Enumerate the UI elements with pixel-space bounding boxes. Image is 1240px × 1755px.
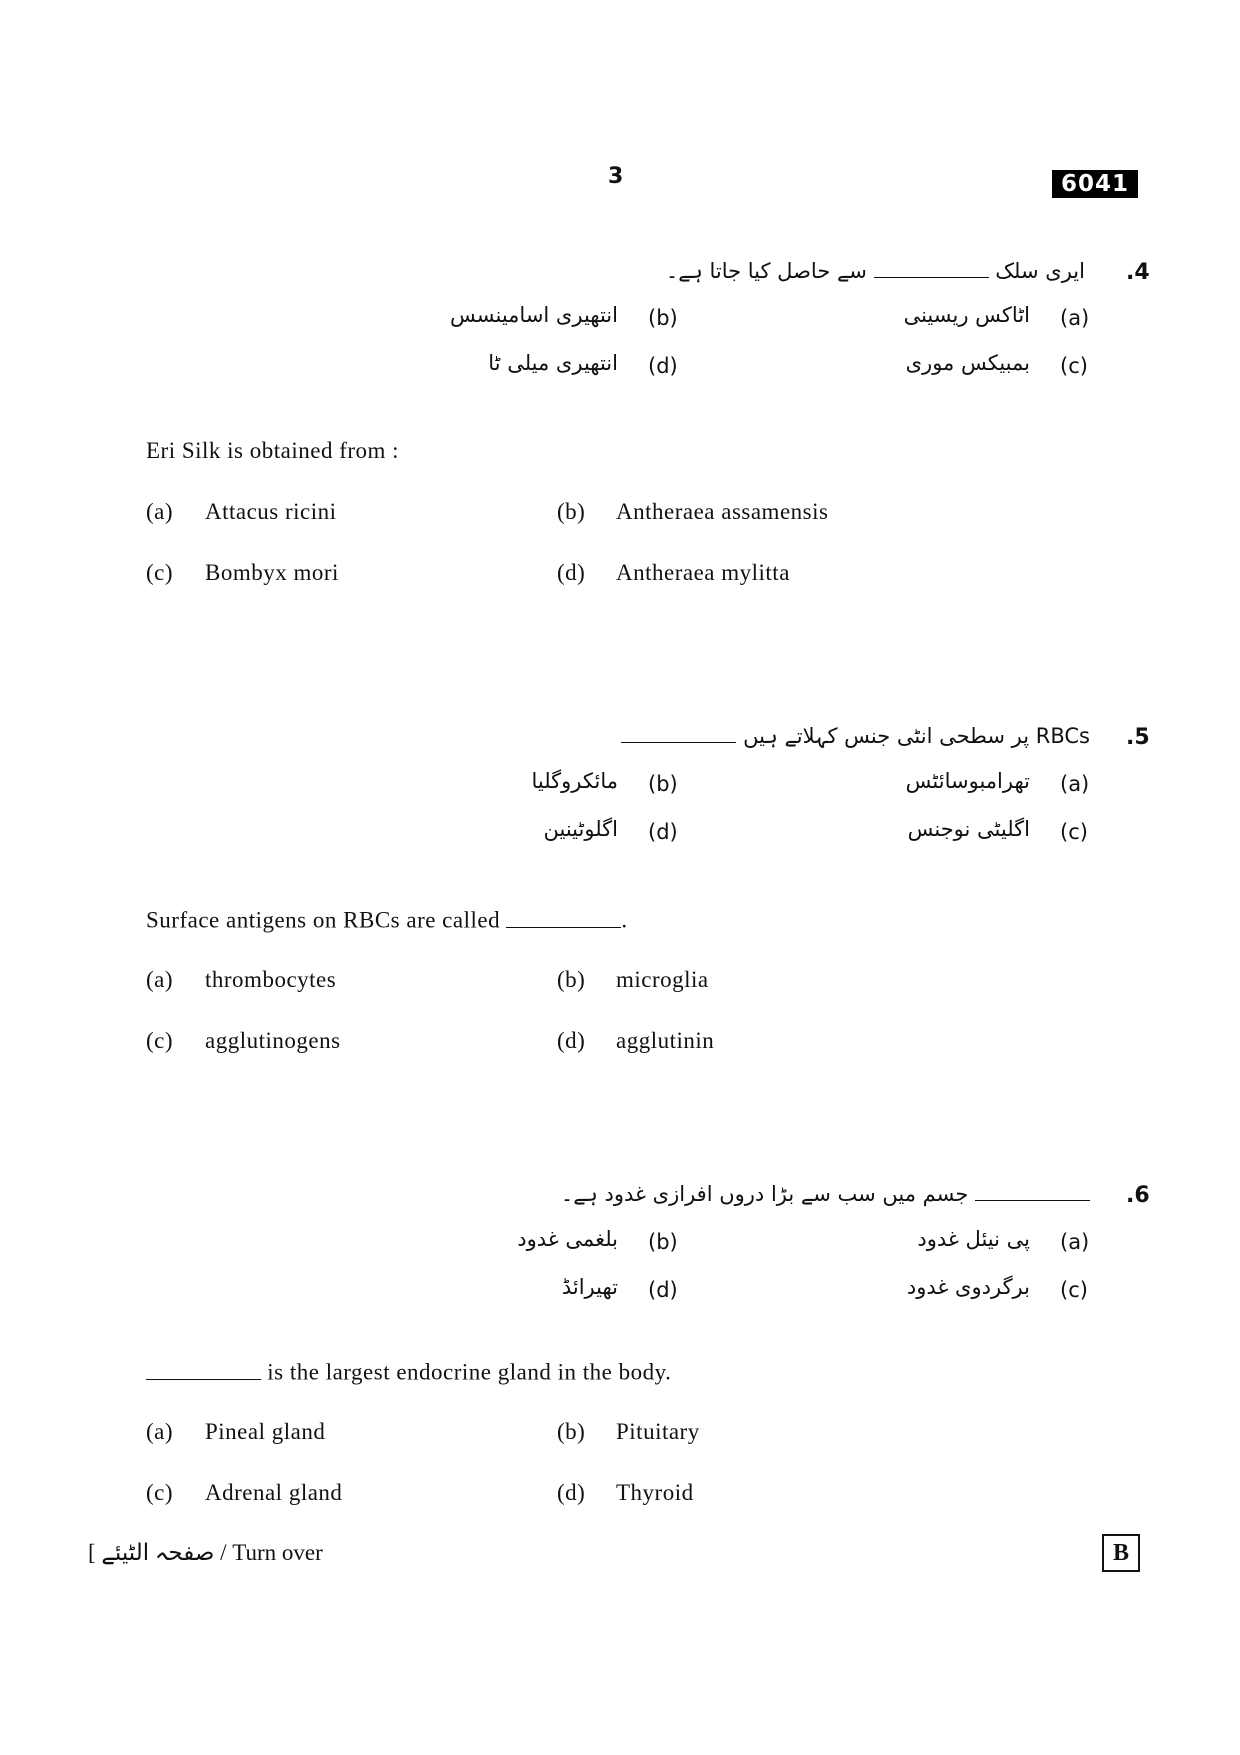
question-4-urdu-stem xyxy=(666,258,1085,283)
option-text: Antheraea mylitta xyxy=(616,560,790,585)
option-label: (d) xyxy=(557,560,586,585)
question-4-number: .4 xyxy=(1126,260,1150,285)
urdu-option-text: اگلوٹینین xyxy=(543,817,618,841)
stem-text: . xyxy=(621,907,628,933)
urdu-option-text: بمبیکس موری xyxy=(905,351,1030,375)
option-label: (d) xyxy=(557,1028,586,1053)
option-label: (a) xyxy=(146,967,174,992)
question-6-urdu-stem xyxy=(561,1181,1090,1206)
urdu-option-text: انتھیری اسامینسس xyxy=(450,303,618,327)
option-label: (a) xyxy=(146,499,174,524)
urdu-option-label: (a) xyxy=(1060,306,1090,330)
question-6-english-stem xyxy=(146,1358,671,1386)
urdu-option-label: (a) xyxy=(1060,1230,1090,1254)
booklet-code-badge: B xyxy=(1102,1534,1140,1572)
option-label: (b) xyxy=(557,967,586,992)
answer-blank xyxy=(506,906,621,928)
urdu-option-label: (c) xyxy=(1060,354,1088,378)
question-5-number: .5 xyxy=(1126,725,1150,750)
urdu-stem-part: ایری سلک xyxy=(995,258,1085,283)
urdu-stem-part: سے حاصل کیا جاتا ہے۔ xyxy=(665,258,867,283)
option-label: (b) xyxy=(557,499,586,524)
option-label: (b) xyxy=(557,1419,586,1444)
urdu-option-text: تھیرائڈ xyxy=(561,1275,618,1299)
urdu-option-text: انتھیری میلی ٹا xyxy=(488,351,618,375)
option-text: Bombyx mori xyxy=(205,560,339,585)
option-label: (d) xyxy=(557,1480,586,1505)
urdu-option-label: (d) xyxy=(648,354,678,378)
answer-blank xyxy=(975,1181,1090,1201)
urdu-option-text: بلغمی غدود xyxy=(517,1227,618,1251)
option-text: agglutinin xyxy=(616,1028,715,1053)
answer-blank xyxy=(146,1358,261,1380)
urdu-option-text: تھرامبوسائٹس xyxy=(905,769,1030,793)
urdu-option-text: مائکروگلیا xyxy=(531,769,618,793)
urdu-option-text: اٹاکس ریسینی xyxy=(903,303,1030,327)
option-text: Thyroid xyxy=(616,1480,694,1505)
answer-blank xyxy=(621,723,736,743)
urdu-option-label: (d) xyxy=(648,1278,678,1302)
urdu-option-label: (a) xyxy=(1060,772,1090,796)
option-label: (c) xyxy=(146,1028,174,1053)
urdu-option-text: پی نیئل غدود xyxy=(917,1227,1030,1251)
turn-over-note: [ صفحہ الٹیئے / Turn over xyxy=(88,1540,323,1565)
urdu-option-label: (b) xyxy=(648,306,678,330)
urdu-stem-part: RBCs پر سطحی انٹی جنس کہلاتے ہیں xyxy=(743,723,1090,748)
question-5-urdu-stem xyxy=(621,723,1090,748)
option-label: (c) xyxy=(146,1480,174,1505)
stem-text: Surface antigens on RBCs are called xyxy=(146,907,501,933)
option-label: (a) xyxy=(146,1419,174,1444)
question-5-english-stem xyxy=(146,906,628,934)
option-text: agglutinogens xyxy=(205,1028,341,1053)
urdu-option-label: (d) xyxy=(648,820,678,844)
urdu-stem-part: جسم میں سب سے بڑا دروں افرازی غدود ہے۔ xyxy=(560,1181,969,1206)
option-text: microglia xyxy=(616,967,709,992)
page-number: 3 xyxy=(608,164,624,189)
answer-blank xyxy=(874,258,989,278)
option-text: thrombocytes xyxy=(205,967,337,992)
option-text: Pineal gland xyxy=(205,1419,326,1444)
urdu-option-label: (c) xyxy=(1060,1278,1088,1302)
urdu-option-text: اگلیٹی نوجنس xyxy=(907,817,1030,841)
question-6-number: .6 xyxy=(1126,1183,1150,1208)
urdu-option-label: (c) xyxy=(1060,820,1088,844)
urdu-option-text: برگردوی غدود xyxy=(906,1275,1030,1299)
option-text: Antheraea assamensis xyxy=(616,499,829,524)
option-text: Pituitary xyxy=(616,1419,700,1444)
option-label: (c) xyxy=(146,560,174,585)
urdu-option-label: (b) xyxy=(648,772,678,796)
question-4-english-stem: Eri Silk is obtained from : xyxy=(146,438,400,463)
option-text: Attacus ricini xyxy=(205,499,337,524)
urdu-option-label: (b) xyxy=(648,1230,678,1254)
option-text: Adrenal gland xyxy=(205,1480,343,1505)
paper-code-badge: 6041 xyxy=(1052,170,1138,198)
stem-text: is the largest endocrine gland in the body. xyxy=(267,1359,672,1385)
